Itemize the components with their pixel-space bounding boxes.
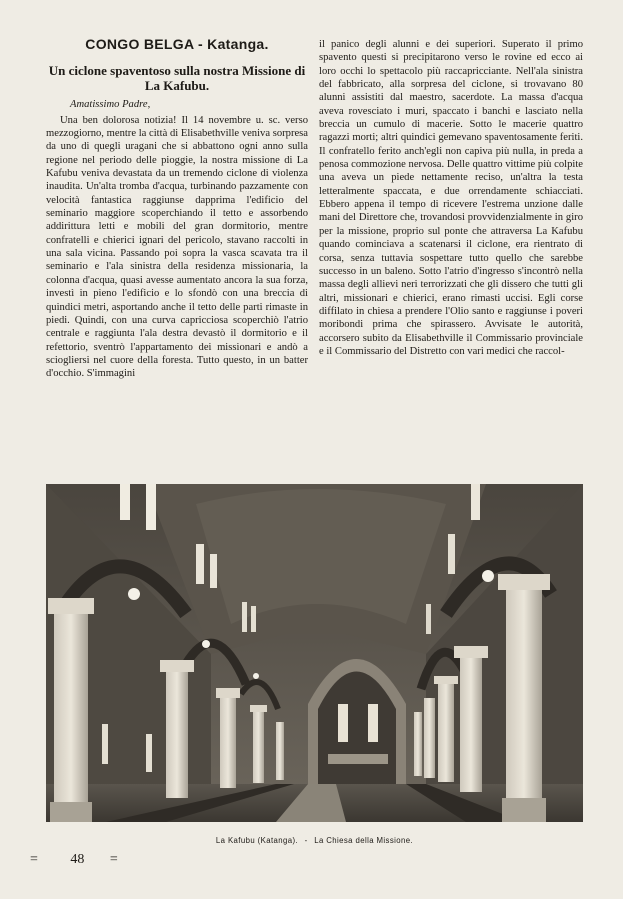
photo-caption xyxy=(46,836,583,845)
right-column xyxy=(319,38,583,358)
section-title: CONGO BELGA - Katanga. xyxy=(85,36,269,52)
left-column xyxy=(46,38,308,381)
footer-left-mark: = xyxy=(30,852,37,867)
article-text-right: il panico degli alunni e dei superiori. Superato il primo spavento questi si precipitarono verso le rovine ed ecco ai loro occhi lo spettacolo più raccapricciante. Nell'ala sinistra del fabbricato, alla sorpresa del ciclone, si trovavano 80 alunni assistiti dal maestro, sacerdote. La massa d'acqua aveva rovesciato i muri, spaccato i banchi e lasciato nella breccia un cumulo di macerie. Sotto le macerie quattro ragazzi morti; altri quindici gemevano spaventosamente feriti. Il confratello ferito anch'egli non capiva più nulla, in preda a penosa commozione nervosa. Delle quattro vittime più colpite una aveva un piede nettamente reciso, un'altra la testa letteralmente spaccata, e due orrendamente schiacciati. Ebbero appena il tempo di ricevere l'estrema unzione dalle mani del Direttore che, trovandosi provvidenzialmente in giro per la missione, proprio sul ponte che attraversa La Kafubu quando cominciava a scatenarsi il ciclone, era rientrato di corsa, senza tuttavia sospettare tutto quello che sarebbe successo in un baleno. Sotto l'atrio d'ingresso s'incontrò nella massa degli allievi neri terrorizzati che gli dissero che tutti gli altri, missionari e chierici, erano rimasti uccisi. Egli corse diffilato in chiesa a prendere l'Olio santo e raggiunse i poveri moribondi prima che spirassero. Avvisate le autorità, accorsero subito da Elisabethville il Commissario provinciale e il Commissario del Distretto con vari medici che raccol- xyxy=(319,39,583,357)
page-number: 48 xyxy=(70,852,85,867)
page-footer xyxy=(30,852,117,868)
footer-right-mark: = xyxy=(109,852,117,867)
article-text-left: Una ben dolorosa notizia! Il 14 novembre u. sc. verso mezzogiorno, mentre la città di Elisabethville veniva sorpresa da uno di quegli uragani che si abbattono ogni anno sulla regione nel periodo delle pioggie, la nostra missione di La Kafubu veniva devastata da un tremendo ciclone di violenza inaudita. Un'alta tromba d'acqua, turbinando pazzamente con velocità fantastica raggiunse dapprima l'edificio del seminario maggiore scoperchiando il tetto e assorbendo addirittura letti e mobili del gran dormitorio, mentre confratelli e chierici ignari del pericolo, stavano raccolti in una sala vicina. Passando poi sopra la vasca scavata tra il seminario e l'ala sinistra della residenza missionaria, la colonna d'acqua, quasi avesse aumentato ancora la sua forza, investì in pieno l'edificio e lo sfondò con una breccia di quindici metri, asportando anche il tetto delle parti rimaste in piedi. Quindi, con una curva capricciosa scoperchiò l'atrio centrale e raggiunta l'ala destra devastò il dormitorio e il refettorio, sventrò l'appartamento dei missionari e andò a sciogliersi nel cuore della foresta. Tutto questo, in un batter d'occhio. S'immagini xyxy=(46,114,308,380)
church-interior-photo xyxy=(46,484,583,822)
caption-separator: - xyxy=(304,836,308,845)
article-title: Un ciclone spaventoso sulla nostra Missione di La Kafubu. xyxy=(48,63,306,94)
caption-place: La Kafubu (Katanga). xyxy=(215,836,299,845)
salutation: Amatissimo Padre, xyxy=(70,99,151,111)
caption-description: La Chiesa della Missione. xyxy=(314,836,414,845)
